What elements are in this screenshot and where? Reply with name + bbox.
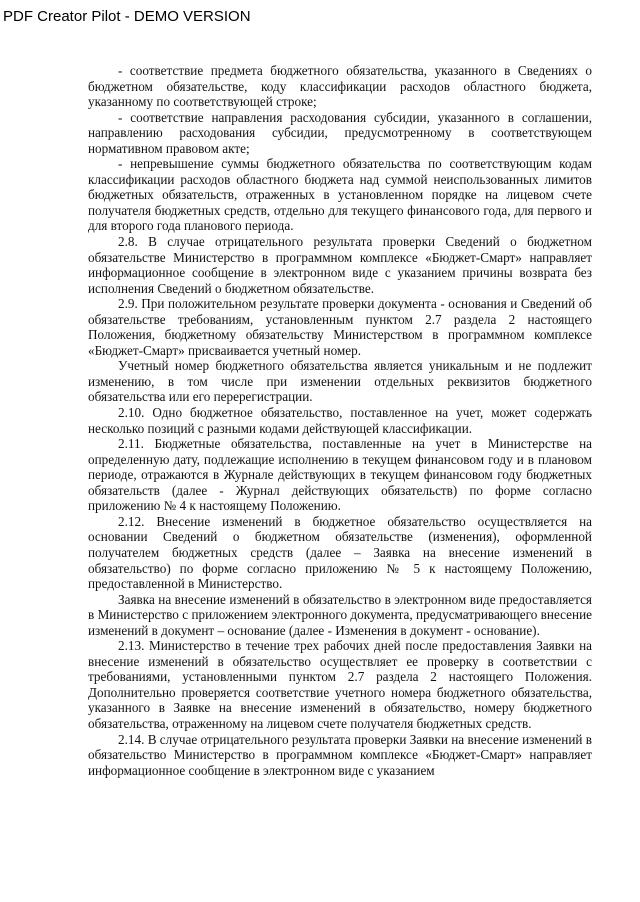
paragraph-unique-number: Учетный номер бюджетного обязательства является уникальным и не подлежит изменению, в том числе при изменении отдельных реквизитов бюджетного обязательства или его перерегистрации. (88, 358, 592, 405)
paragraph-2-12: 2.12. Внесение изменений в бюджетное обязательство осуществляется на основании Сведений о бюджетном обязательстве (изменения), оформленной получателем бюджетных средств (далее – Заявка на внесение изменений в обязательство) по форме согласно приложению № 5 к настоящему Положению, предоставленной в Министерство. (88, 513, 592, 592)
paragraph-2-8: 2.8. В случае отрицательного результата проверки Сведений о бюджетном обязательстве Министерство в программном комплексе «Бюджет-Смарт» направляет информационное сообщение в электронном виде с указанием причины возврата без исполнения Сведений о бюджетном обязательстве. (88, 234, 592, 296)
demo-watermark: PDF Creator Pilot - DEMO VERSION (3, 8, 251, 25)
document-page (88, 63, 592, 778)
paragraph-bullet-1: - соответствие предмета бюджетного обязательства, указанного в Сведениях о бюджетном обязательстве, коду классификации расходов областного бюджета, указанному по соответствующей строке; (88, 63, 592, 110)
paragraph-bullet-2: - соответствие направления расходования субсидии, указанного в соглашении, направлению расходования субсидии, предусмотренному в соответствующем нормативном правовом акте; (88, 109, 592, 156)
paragraph-2-9: 2.9. При положительном результате проверки документа - основания и Сведений об обязательстве требованиям, установленным пунктом 2.7 раздела 2 настоящего Положения, бюджетному обязательству Министерством в программном комплексе «Бюджет-Смарт» присваивается учетный номер. (88, 296, 592, 358)
paragraph-2-10: 2.10. Одно бюджетное обязательство, поставленное на учет, может содержать несколько позиций с разными кодами действующей классификации. (88, 405, 592, 436)
paragraph-2-14: 2.14. В случае отрицательного результата проверки Заявки на внесение изменений в обязательство Министерство в программном комплексе «Бюджет-Смарт» направляет информационное сообщение в электронном виде с указанием (88, 731, 592, 778)
paragraph-2-11: 2.11. Бюджетные обязательства, поставленные на учет в Министерстве на определенную дату, подлежащие исполнению в текущем финансовом году и в плановом периоде, отражаются в Журнале действующих в текущем финансовом году бюджетных обязательств (далее - Журнал действующих обязательств) по форме согласно приложению № 4 к настоящему Положению. (88, 436, 592, 514)
paragraph-bullet-3: - непревышение суммы бюджетного обязательства по соответствующим кодам классификации расходов областного бюджета над суммой неиспользованных лимитов бюджетных обязательств, отраженных в установленном порядке на лицевом счете получателя бюджетных средств, отдельно для текущего финансового года, для первого и для второго года планового периода. (88, 156, 592, 234)
paragraph-change-request: Заявка на внесение изменений в обязательство в электронном виде предоставляется в Министерство с приложением электронного документа, предусматривающего внесение изменений в документ – основание (далее - Изменения в документ - основание). (88, 591, 592, 638)
paragraph-2-13: 2.13. Министерство в течение трех рабочих дней после предоставления Заявки на внесение изменений в обязательство осуществляет ее проверку в соответствии с требованиями, установленными пунктом 2.7 раздела 2 настоящего Положения. Дополнительно проверяется соответствие учетного номера бюджетного обязательства, указанного в Заявке на внесение изменений в обязательство, номеру бюджетного обязательства, отраженному на лицевом счете получателя бюджетных средств. (88, 638, 592, 731)
